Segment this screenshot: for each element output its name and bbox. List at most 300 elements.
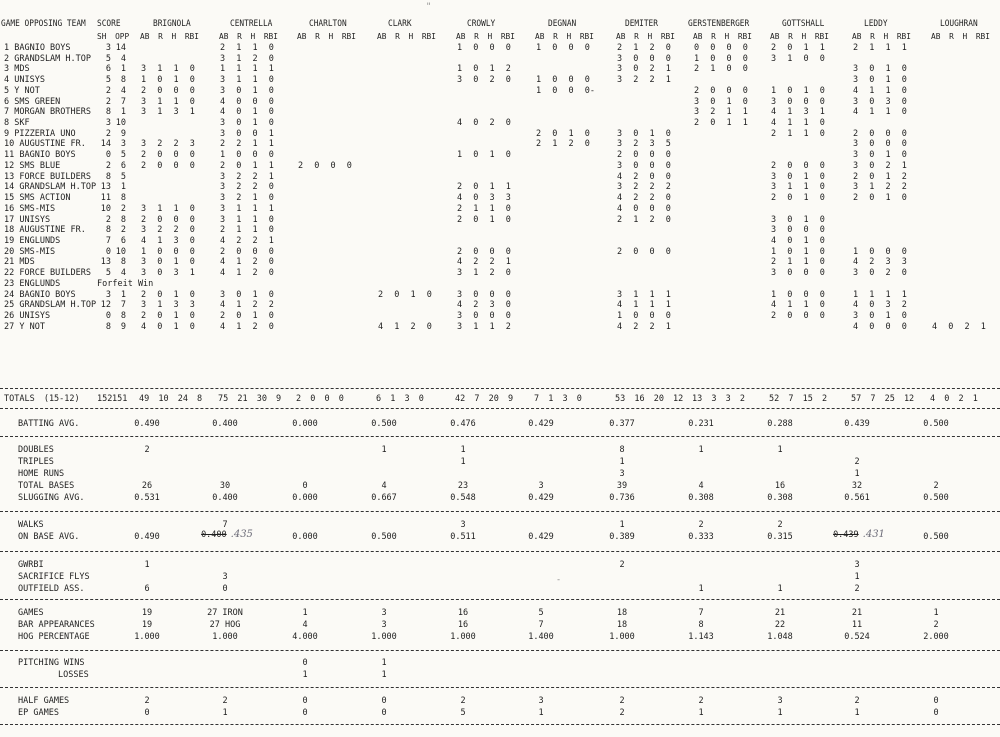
stat-value-charlton: 0.000	[292, 532, 318, 542]
stat-value-leddy: 32	[851, 481, 863, 491]
game-label: 7 MORGAN BROTHERS	[4, 107, 91, 118]
totals-cell-loughran: 4 0 2 1	[930, 394, 978, 404]
stat-value-crowly: 16	[457, 620, 469, 630]
game-label: 10 AUGUSTINE FR.	[4, 139, 86, 150]
stat-value-charlton: 4.000	[292, 632, 318, 642]
stat-label-obp: ON BASE AVG.	[18, 532, 80, 542]
stat-value-centrella: 27 HOG	[209, 620, 241, 630]
player-subheader-crowly: AB R H RBI	[456, 32, 515, 41]
game-score-opp: 1	[120, 107, 126, 118]
game-row	[0, 161, 1000, 172]
stat-value-degnan: 7	[538, 620, 544, 630]
stat-value-brignola: 6	[144, 584, 150, 594]
stat-value-demiter: 8	[619, 445, 625, 455]
game-row	[0, 75, 1000, 86]
stat-cell-gottshall: 4 0 1 0	[771, 235, 825, 246]
obp-struck-value: 0.400	[201, 530, 227, 540]
stat-cell-degnan: 2 1 2 0	[536, 139, 590, 150]
game-score-note: Forfeit Win	[97, 278, 154, 289]
totals-cell-degnan: 7 1 3 0	[534, 394, 582, 404]
stat-cell-leddy: 3 1 2 2	[853, 182, 907, 193]
stat-value-centrella: 1.000	[212, 632, 238, 642]
stat-cell-crowly: 1 0 1 0	[457, 150, 511, 161]
stat-label-gwrbi: GWRBI	[18, 560, 44, 570]
totals-cell-centrella: 75 21 30 9	[218, 394, 282, 404]
game-score-sh: 8	[105, 171, 111, 182]
game-label: 27 Y NOT	[4, 321, 45, 332]
player-subheader-centrella: AB R H RBI	[219, 32, 278, 41]
stat-value-loughran: 2	[933, 481, 939, 491]
game-row	[0, 257, 1000, 268]
stat-value-leddy: 2	[854, 584, 860, 594]
stat-value-gerstenberger: 1	[698, 445, 704, 455]
stat-value-brignola: 2	[144, 696, 150, 706]
game-score-sh: 2	[105, 128, 111, 139]
stat-cell-brignola: 3 0 3 1	[141, 268, 195, 279]
game-score-sh: 0	[105, 150, 111, 161]
game-score-opp: 9	[120, 128, 126, 139]
stat-value-centrella: 2	[222, 696, 228, 706]
stat-value-crowly: 0.511	[450, 532, 476, 542]
stat-cell-gottshall: 4 1 3 1	[771, 107, 825, 118]
stat-label-sac-flys: SACRIFICE FLYS	[18, 572, 90, 582]
stat-cell-clark: 4 1 2 0	[378, 321, 432, 332]
stat-cell-gerstenberger: 0 0 0 0	[694, 43, 748, 53]
stat-cell-gottshall: 4 1 1 0	[771, 118, 825, 129]
stat-label-total-bases: TOTAL BASES	[18, 481, 75, 491]
stat-cell-leddy: 1 0 0 0	[853, 246, 907, 257]
game-row	[0, 311, 1000, 322]
stat-cell-clark: 2 0 1 0	[378, 289, 432, 300]
stat-cell-demiter: 1 0 0 0	[617, 311, 671, 321]
stat-cell-gottshall: 3 0 0 0	[771, 225, 825, 236]
stat-cell-centrella: 4 1 2 2	[220, 300, 274, 311]
stat-cell-centrella: 3 1 2 0	[220, 53, 274, 64]
game-score-opp: 7	[120, 96, 126, 107]
game-score-opp: 14	[115, 43, 126, 53]
stat-cell-leddy: 1 1 1 1	[853, 289, 907, 300]
stat-value-brignola: 2	[144, 445, 150, 455]
stat-value-clark: 3	[381, 608, 387, 618]
stat-cell-brignola: 3 0 1 0	[141, 257, 195, 268]
stat-cell-brignola: 2 0 0 0	[141, 214, 195, 225]
game-row	[0, 172, 1000, 183]
stat-cell-leddy: 3 0 3 0	[853, 96, 907, 107]
stat-cell-centrella: 3 2 2 0	[220, 182, 274, 193]
game-score-opp: 4	[120, 85, 126, 96]
stat-value-clark: 1	[381, 670, 387, 680]
game-label: 19 ENGLUNDS	[4, 235, 61, 246]
game-label: 2 GRANDSLAM H.TOP	[4, 53, 91, 64]
game-score-opp: 10	[115, 118, 126, 129]
stat-value-loughran: 0.500	[923, 493, 949, 503]
stat-cell-leddy: 2 1 1 1	[853, 43, 907, 53]
stat-cell-demiter: 3 1 1 1	[617, 289, 671, 300]
game-score-opp: 9	[120, 321, 126, 332]
obp-struck-value: 0.439	[833, 530, 859, 540]
stat-cell-centrella: 4 0 0 0	[220, 96, 274, 107]
player-subheader-degnan: AB R H RBI	[535, 32, 594, 41]
totals-cell-gerstenberger: 13 3 3 2	[692, 394, 745, 404]
stat-value-degnan: 1.400	[528, 632, 554, 642]
stat-cell-demiter: 4 2 2 0	[617, 193, 671, 204]
stat-cell-demiter: 3 0 0 0	[617, 53, 671, 64]
stat-cell-centrella: 2 0 1 1	[220, 160, 274, 171]
stat-value-brignola: 0.490	[134, 419, 160, 429]
game-label: 14 GRANDSLAM H.TOP	[4, 182, 97, 193]
divider	[0, 687, 1000, 688]
stat-cell-gottshall: 1 0 1 0	[771, 85, 825, 96]
stat-value-degnan: 5	[538, 608, 544, 618]
stat-cell-brignola: 1 0 1 0	[141, 75, 195, 86]
divider	[0, 650, 1000, 651]
stat-cell-brignola: 3 1 1 0	[141, 203, 195, 214]
stat-cell-gerstenberger: 2 0 0 0	[694, 85, 748, 96]
player-header-centrella: CENTRELLA	[230, 19, 273, 29]
stat-cell-centrella: 2 1 1 0	[220, 225, 274, 236]
stat-cell-centrella: 3 0 1 0	[220, 289, 274, 300]
stat-value-crowly: 23	[457, 481, 469, 491]
game-score-opp: 7	[120, 300, 126, 311]
stat-value-gerstenberger: 4	[698, 481, 704, 491]
stat-value-charlton: 0	[302, 658, 308, 668]
stat-cell-demiter: 2 1 2 0	[617, 214, 671, 225]
stat-value-crowly: 0.548	[450, 493, 476, 503]
stat-value-crowly: 1	[460, 445, 466, 455]
stat-cell-brignola: 3 2 2 0	[141, 225, 195, 236]
stat-cell-centrella: 2 2 1 1	[220, 139, 274, 150]
stat-value-demiter: 39	[616, 481, 628, 491]
stat-value-charlton: 0.000	[292, 419, 318, 429]
stat-value-clark: 0	[381, 708, 387, 718]
obp-correction-centrella	[192, 529, 262, 540]
stat-cell-leddy: 2 0 0 0	[853, 128, 907, 139]
player-subheader-clark: AB R H RBI	[377, 32, 436, 41]
stat-cell-degnan: 1 0 0 0	[536, 75, 590, 86]
player-header-clark: CLARK	[388, 19, 412, 29]
stat-value-centrella: 0.400	[212, 419, 238, 429]
game-score-sh: 14	[100, 139, 111, 150]
game-score-opp: 8	[120, 193, 126, 204]
stat-value-charlton: 0	[302, 481, 308, 491]
stat-value-brignola: 1.000	[134, 632, 160, 642]
player-subheader-leddy: AB R H RBI	[852, 32, 911, 41]
player-header-crowly: CROWLY	[467, 19, 496, 29]
stat-value-clark: 0	[381, 696, 387, 706]
game-score-opp: 2	[120, 203, 126, 214]
stat-cell-gottshall: 3 0 0 0	[771, 96, 825, 107]
stat-value-centrella: 27 IRON	[207, 608, 243, 618]
stat-value-centrella: 0.400	[212, 493, 238, 503]
totals-cell-demiter: 53 16 20 12	[615, 394, 684, 404]
game-label: 12 SMS BLUE	[4, 160, 61, 171]
game-score-sh: 13	[100, 182, 111, 193]
game-score-sh: 5	[105, 75, 111, 86]
totals-opp: 151	[112, 394, 128, 404]
stat-cell-demiter: 3 0 2 1	[617, 64, 671, 75]
stat-value-loughran: 0.500	[923, 419, 949, 429]
stat-value-gerstenberger: 0.333	[688, 532, 714, 542]
player-subheader-gerstenberger: AB R H RBI	[693, 32, 752, 41]
stat-cell-brignola: 3 1 3 3	[141, 300, 195, 311]
totals-cell-charlton: 2 0 0 0	[296, 394, 344, 404]
obp-handwritten-value: .435	[230, 529, 253, 540]
game-score-opp: 8	[120, 214, 126, 225]
stat-cell-crowly: 1 0 1 2	[457, 64, 511, 75]
stat-cell-brignola: 2 0 1 0	[141, 289, 195, 300]
stat-value-degnan: 1	[538, 708, 544, 718]
stat-label-slugging: SLUGGING AVG.	[18, 493, 85, 503]
game-score-sh: 3	[105, 289, 111, 300]
player-subheader-gottshall: AB R H RBI	[770, 32, 829, 41]
game-score-opp: 8	[120, 311, 126, 321]
stat-cell-leddy: 3 0 0 0	[853, 139, 907, 150]
stat-cell-centrella: 3 1 1 0	[220, 214, 274, 225]
stat-label-home-runs: HOME RUNS	[18, 469, 65, 479]
stat-value-gottshall: 1	[777, 708, 783, 718]
player-header-leddy: LEDDY	[864, 19, 888, 29]
stat-value-demiter: 3	[619, 469, 625, 479]
game-row	[0, 225, 1000, 236]
stat-cell-gottshall: 1 0 0 0	[771, 289, 825, 300]
player-subheader-brignola: AB R H RBI	[140, 32, 199, 41]
stat-cell-brignola: 4 0 1 0	[141, 321, 195, 332]
stat-cell-leddy: 2 0 1 2	[853, 171, 907, 182]
stat-value-loughran: 0	[933, 696, 939, 706]
stat-cell-centrella: 3 0 1 0	[220, 118, 274, 129]
game-label: 4 UNISYS	[4, 75, 45, 86]
stat-cell-brignola: 2 0 1 0	[141, 311, 195, 321]
stat-cell-centrella: 3 0 1 0	[220, 85, 274, 96]
game-score-sh: 7	[105, 235, 111, 246]
stray-mark: -	[556, 575, 562, 585]
totals-cell-leddy: 57 7 25 12	[851, 394, 915, 404]
stat-cell-crowly: 4 0 3 3	[457, 193, 511, 204]
stat-value-centrella: 1	[222, 708, 228, 718]
stat-cell-centrella: 4 1 2 0	[220, 268, 274, 279]
stat-value-clark: 1	[381, 445, 387, 455]
totals-row	[0, 394, 1000, 405]
stat-label-games: GAMES	[18, 608, 44, 618]
stat-cell-degnan: 2 0 1 0	[536, 128, 590, 139]
stat-value-clark: 1	[381, 658, 387, 668]
stat-value-brignola: 26	[141, 481, 153, 491]
stat-value-gottshall: 0.315	[767, 532, 793, 542]
stat-cell-crowly: 2 0 0 0	[457, 246, 511, 257]
stat-value-demiter: 2	[619, 696, 625, 706]
stat-cell-centrella: 4 2 2 1	[220, 235, 274, 246]
stat-label-triples: TRIPLES	[18, 457, 54, 467]
stat-value-gerstenberger: 1	[698, 708, 704, 718]
stat-value-charlton: 1	[302, 670, 308, 680]
stat-value-demiter: 1	[619, 520, 625, 530]
stat-value-brignola: 0.531	[134, 493, 160, 503]
divider	[0, 599, 1000, 600]
divider	[0, 511, 1000, 512]
stat-cell-brignola: 2 0 0 0	[141, 160, 195, 171]
stat-value-demiter: 0.389	[609, 532, 635, 542]
game-score-sh: 11	[100, 193, 111, 204]
obp-correction-leddy	[824, 529, 894, 540]
stat-cell-demiter: 2 0 0 0	[617, 246, 671, 257]
stat-cell-crowly: 4 2 3 0	[457, 300, 511, 311]
game-row	[0, 86, 1000, 97]
stat-value-leddy: 2	[854, 696, 860, 706]
game-label: 23 ENGLUNDS	[4, 278, 61, 289]
stat-cell-crowly: 4 0 2 0	[457, 118, 511, 129]
stat-value-crowly: 1.000	[450, 632, 476, 642]
stat-cell-leddy: 4 2 3 3	[853, 257, 907, 268]
stat-value-demiter: 2	[619, 708, 625, 718]
stat-value-gerstenberger: 8	[698, 620, 704, 630]
stat-cell-crowly: 3 0 0 0	[457, 289, 511, 300]
game-row	[0, 215, 1000, 226]
divider	[0, 436, 1000, 437]
game-label: 17 UNISYS	[4, 214, 51, 225]
stat-value-gottshall: 21	[774, 608, 786, 618]
player-subheader-loughran: AB R H RBI	[931, 32, 990, 41]
stat-value-crowly: 5	[460, 708, 466, 718]
stat-value-leddy: 0.524	[844, 632, 870, 642]
game-score-opp: 1	[120, 64, 126, 75]
game-score-sh: 2	[105, 85, 111, 96]
stat-value-leddy: 11	[851, 620, 863, 630]
stat-cell-gerstenberger: 2 1 0 0	[694, 64, 748, 75]
stat-cell-gerstenberger: 2 0 1 1	[694, 118, 748, 129]
stat-value-gottshall: 16	[774, 481, 786, 491]
game-score-opp: 1	[120, 182, 126, 193]
player-header-loughran: LOUGHRAN	[940, 19, 978, 29]
game-row	[0, 300, 1000, 311]
totals-label: TOTALS (15-12)	[4, 394, 80, 404]
stat-value-gottshall: 1	[777, 584, 783, 594]
stat-value-gerstenberger: 0.231	[688, 419, 714, 429]
game-label: 3 MDS	[4, 64, 30, 75]
stat-cell-crowly: 2 1 1 0	[457, 203, 511, 214]
stat-value-crowly: 16	[457, 608, 469, 618]
game-score-opp: 6	[120, 160, 126, 171]
stat-value-charlton: 0	[302, 696, 308, 706]
stat-cell-demiter: 3 2 3 5	[617, 139, 671, 150]
stat-cell-crowly: 3 0 0 0	[457, 311, 511, 321]
player-header-brignola: BRIGNOLA	[153, 19, 191, 29]
stat-value-degnan: 3	[538, 696, 544, 706]
stat-value-centrella: 7	[222, 520, 228, 530]
stat-value-brignola: 1	[144, 560, 150, 570]
stat-cell-centrella: 3 1 1 0	[220, 75, 274, 86]
stat-cell-gottshall: 3 0 1 0	[771, 214, 825, 225]
stat-cell-demiter: 4 0 0 0	[617, 203, 671, 214]
stat-cell-brignola: 2 0 0 0	[141, 85, 195, 96]
game-score-sh: 5	[105, 53, 111, 64]
stat-value-gottshall: 22	[774, 620, 786, 630]
stat-cell-gottshall: 2 1 1 0	[771, 257, 825, 268]
stat-value-gottshall: 0.288	[767, 419, 793, 429]
divider-totals	[0, 388, 1000, 389]
stat-value-crowly: 2	[460, 696, 466, 706]
stat-value-gerstenberger: 1.143	[688, 632, 714, 642]
game-row	[0, 97, 1000, 108]
game-score-opp: 10	[115, 246, 126, 257]
stat-value-demiter: 18	[616, 608, 628, 618]
stat-value-clark: 0.500	[371, 419, 397, 429]
game-score-opp: 2	[120, 225, 126, 236]
stat-cell-demiter: 2 0 0 0	[617, 150, 671, 161]
stat-value-charlton: 0	[302, 708, 308, 718]
game-score-sh: 3	[105, 43, 111, 53]
game-row	[0, 290, 1000, 301]
stat-cell-gerstenberger: 3 2 1 1	[694, 107, 748, 118]
stat-cell-centrella: 1 0 0 0	[220, 150, 274, 161]
game-score-sh: 2	[105, 96, 111, 107]
stat-value-degnan: 0.429	[528, 532, 554, 542]
game-label: 8 SKF	[4, 118, 30, 129]
stat-value-leddy: 0.561	[844, 493, 870, 503]
totals-cell-brignola: 49 10 24 8	[139, 394, 203, 404]
stat-cell-crowly: 3 0 2 0	[457, 75, 511, 86]
stat-cell-gottshall: 2 0 0 0	[771, 160, 825, 171]
stat-value-loughran: 2.000	[923, 632, 949, 642]
game-score-opp: 8	[120, 257, 126, 268]
game-score-sh: 0	[105, 246, 111, 257]
stat-cell-gottshall: 4 1 1 0	[771, 300, 825, 311]
game-label: 6 SMS GREEN	[4, 96, 61, 107]
stat-value-clark: 0.667	[371, 493, 397, 503]
stat-value-degnan: 0.429	[528, 493, 554, 503]
game-row	[0, 43, 1000, 54]
stat-value-leddy: 0.439	[844, 419, 870, 429]
stat-cell-crowly: 2 0 1 1	[457, 182, 511, 193]
game-label: 22 FORCE BUILDERS	[4, 268, 91, 279]
stat-cell-gottshall: 1 0 1 0	[771, 246, 825, 257]
stat-value-centrella: 0	[222, 584, 228, 594]
game-label: 21 MDS	[4, 257, 35, 268]
stat-value-gottshall: 1.048	[767, 632, 793, 642]
stat-value-loughran: 0	[933, 708, 939, 718]
game-label: 9 PIZZERIA UNO	[4, 128, 76, 139]
stat-label-bar-app: BAR APPEARANCES	[18, 620, 95, 630]
stat-cell-gerstenberger: 3 0 1 0	[694, 96, 748, 107]
stat-cell-gottshall: 2 0 1 1	[771, 43, 825, 53]
stat-cell-leddy: 2 0 1 0	[853, 193, 907, 204]
player-header-charlton: CHARLTON	[309, 19, 347, 29]
stat-cell-centrella: 4 0 1 0	[220, 107, 274, 118]
stat-cell-centrella: 2 0 0 0	[220, 246, 274, 257]
game-label: 11 BAGNIO BOYS	[4, 150, 76, 161]
game-row	[0, 118, 1000, 129]
game-row	[0, 236, 1000, 247]
stat-cell-leddy: 3 0 1 0	[853, 75, 907, 86]
stat-value-demiter: 1.000	[609, 632, 635, 642]
stat-label-outfield-ass: OUTFIELD ASS.	[18, 584, 85, 594]
stat-value-gerstenberger: 2	[698, 520, 704, 530]
score-subheader: SH OPP	[97, 32, 130, 41]
stat-value-loughran: 2	[933, 620, 939, 630]
stat-value-demiter: 0.736	[609, 493, 635, 503]
stat-cell-centrella: 3 2 2 1	[220, 171, 274, 182]
stat-cell-gottshall: 2 0 1 0	[771, 193, 825, 204]
game-score-opp: 5	[120, 171, 126, 182]
stat-cell-centrella: 2 1 1 0	[220, 43, 274, 53]
game-score-opp: 3	[120, 139, 126, 150]
totals-cell-clark: 6 1 3 0	[376, 394, 424, 404]
stat-value-clark: 1.000	[371, 632, 397, 642]
stat-cell-leddy: 3 0 1 0	[853, 64, 907, 75]
stat-cell-gottshall: 3 0 0 0	[771, 268, 825, 279]
stat-cell-gottshall: 3 0 1 0	[771, 171, 825, 182]
game-score-opp: 4	[120, 268, 126, 279]
stat-value-gerstenberger: 7	[698, 608, 704, 618]
